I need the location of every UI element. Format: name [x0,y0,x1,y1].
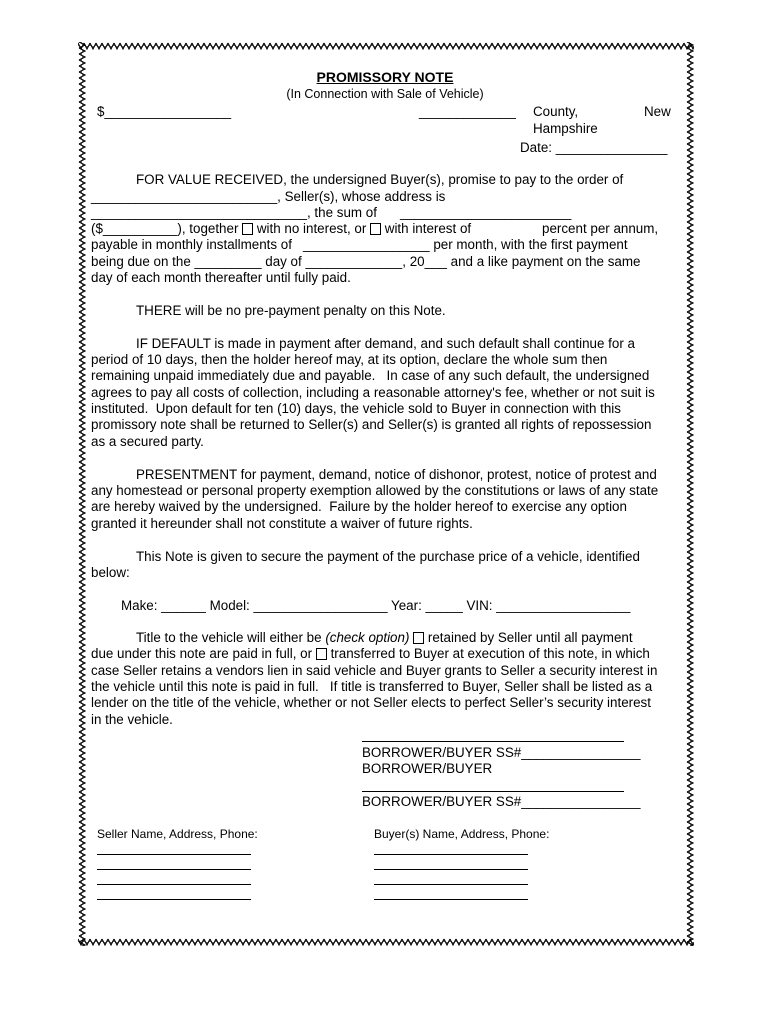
title-option-line5: lender on the title of the vehicle, whether or not Seller elects to perfect Seller’s security interest [91,695,651,710]
security-line: This Note is given to secure the payment of the purchase price of a vehicle, identified [136,549,640,564]
county-field[interactable]: _____________ [419,104,516,119]
numeric-sum-field[interactable]: ($__________), together [91,221,239,236]
default-line: promissory note shall be returned to Seller(s) and Seller(s) is granted all rights of repossession [91,417,652,432]
title-option-line4: the vehicle until this note is paid in full. If title is transferred to Buyer, Seller shall be listed as a [91,679,653,694]
para1-line4-start [91,221,471,237]
buyer-ss-field-1[interactable]: BORROWER/BUYER SS#________________ [362,745,641,760]
seller-contact-line[interactable] [97,869,251,870]
title-option-line3: case Seller retains a vendors lien in said vehicle and Buyer grants to Seller a security interest in [91,663,658,678]
buyer-contact-label: Buyer(s) Name, Address, Phone: [374,827,550,841]
retained-by-seller-label: retained by Seller until all payment [427,630,633,645]
no-interest-checkbox[interactable] [242,223,253,235]
presentment-line: are hereby waived by the undersigned. Failure by the holder hereof to exercise any option [91,499,627,514]
buyer-ss-field-2[interactable]: BORROWER/BUYER SS#________________ [362,794,641,809]
presentment-line: PRESENTMENT for payment, demand, notice of dishonor, protest, notice of protest and [136,467,657,482]
default-line: as a secured party. [91,434,204,449]
seller-address-field[interactable]: _____________________________, the sum of [91,205,377,220]
default-line: period of 10 days, then the holder hereof may, at its option, declare the whole sum then [91,352,608,367]
seller-contact-line[interactable] [97,899,251,900]
buyer-signature-line-2[interactable] [362,791,624,792]
installment-amount-field[interactable]: _________________ per month, with the first payment [303,237,628,252]
transferred-to-buyer-checkbox[interactable] [316,648,327,660]
amount-field[interactable]: $_________________ [97,104,232,119]
default-line: remaining unpaid immediately due and payable. In case of any such default, the undersigned [91,368,650,383]
presentment-line: granted it hereunder shall not constitute a waiver of future rights. [91,516,473,531]
default-line: IF DEFAULT is made in payment after demand, and such default shall continue for a [136,336,635,351]
document-subtitle: (In Connection with Sale of Vehicle) [286,87,484,101]
seller-contact-label: Seller Name, Address, Phone: [97,827,258,841]
buyer-contact-line[interactable] [374,899,528,900]
document-title: PROMISSORY NOTE [316,69,454,85]
county-label: County, [533,104,579,119]
with-interest-checkbox[interactable] [370,223,381,235]
prepayment-text: THERE will be no pre-payment penalty on this Note. [136,303,446,318]
default-line: agrees to pay all costs of collection, including a reasonable attorney's fee, whether or not suit is [91,385,655,400]
title-option-text: Title to the vehicle will either be [136,630,322,645]
buyer-signature-line-1[interactable] [362,741,624,742]
buyer-contact-line[interactable] [374,854,528,855]
title-option-line6: in the vehicle. [91,712,173,727]
first-payment-line[interactable]: being due on the _________ day of _____________, 20___ and a like payment on the same [91,254,641,269]
check-option-hint: (check option) [325,630,410,645]
presentment-line: any homestead or personal property exemption allowed by the constitutions or laws of any state [91,483,659,498]
para1-line7: day of each month thereafter until fully paid. [91,270,351,285]
transferred-to-buyer-label: transferred to Buyer at execution of this note, in which [330,646,650,661]
default-line: instituted. Upon default for ten (10) days, the vehicle sold to Buyer in connection with this [91,401,621,416]
vehicle-details-fields[interactable]: Make: ______ Model: __________________ Year: _____ VIN: __________________ [121,598,631,613]
title-option-text: due under this note are paid in full, or [91,646,313,661]
date-field[interactable]: Date: _______________ [520,140,668,155]
state-label-part1: New [644,104,671,119]
state-label-part2: Hampshire [533,121,598,136]
sum-field[interactable]: _______________________ [400,205,572,220]
seller-name-field[interactable]: _________________________, Seller(s), whose address is [91,189,446,204]
buyer-signature-label: BORROWER/BUYER [362,761,493,776]
retained-by-seller-checkbox[interactable] [413,632,424,644]
no-interest-label: with no interest, or [256,221,367,236]
with-interest-label: with interest of [384,221,472,236]
seller-contact-line[interactable] [97,884,251,885]
buyer-contact-line[interactable] [374,869,528,870]
installments-label: payable in monthly installments of [91,237,292,252]
buyer-contact-line[interactable] [374,884,528,885]
percent-label: percent per annum, [542,221,659,236]
para1-line1: FOR VALUE RECEIVED, the undersigned Buyer(s), promise to pay to the order of [136,172,624,187]
title-option-line2 [91,646,650,662]
security-line: below: [91,565,130,580]
title-option-line1 [136,630,633,646]
seller-contact-line[interactable] [97,854,251,855]
